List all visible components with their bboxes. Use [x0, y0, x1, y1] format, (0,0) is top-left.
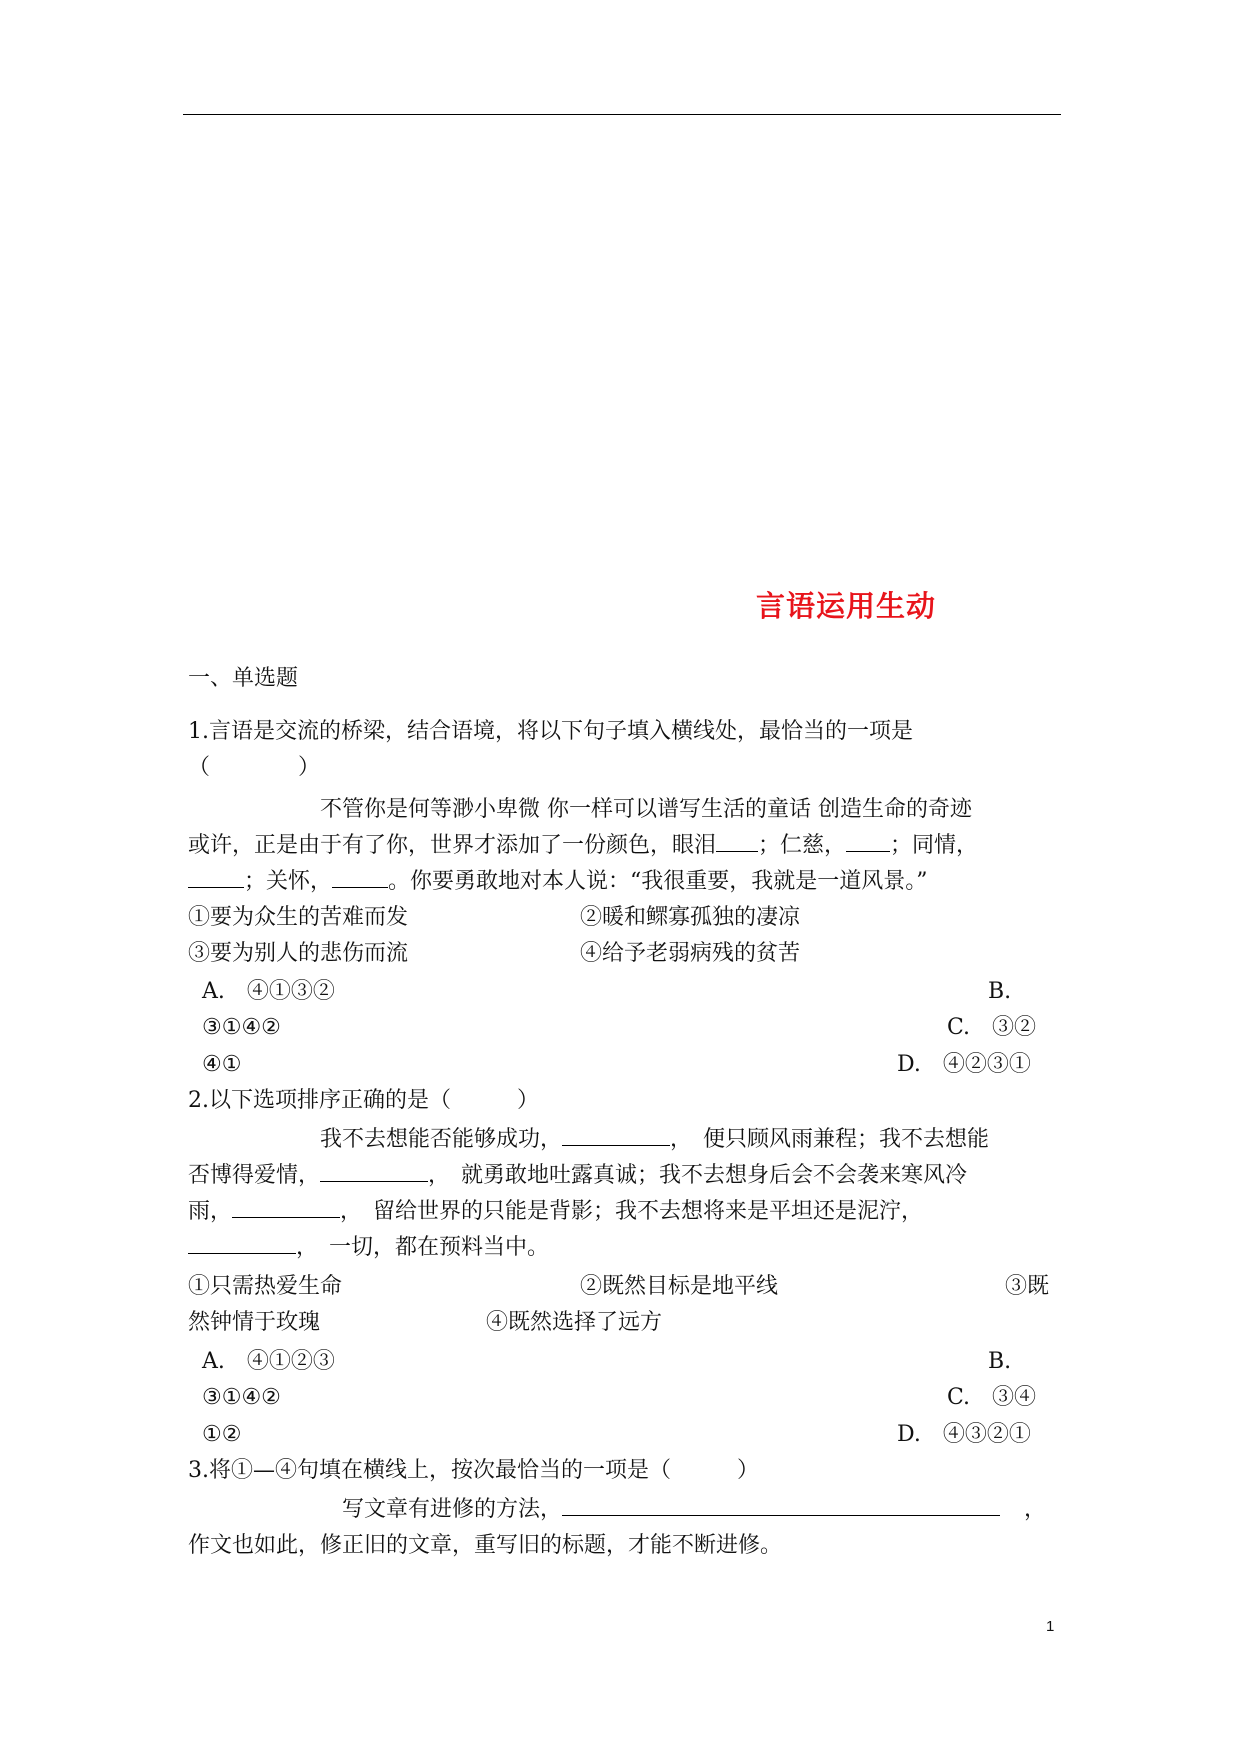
q1-blank-2[interactable] — [846, 831, 890, 852]
header-rule — [183, 114, 1061, 115]
q2-passage-line2: 否博得爱情， ， 就勇敢地吐露真诚；我不去想身后会不会袭来寒风冷 — [188, 1163, 968, 1188]
q1-choice-a[interactable]: A. ④①③② — [202, 979, 335, 1004]
q2-choice-c-text: ①② — [202, 1422, 242, 1447]
q3-stem: 3.将①—④句填在横线上，按次最恰当的一项是（ ） — [188, 1458, 759, 1483]
q2-choice-d[interactable]: D. ④③②① — [897, 1422, 1031, 1447]
q2-choice-c[interactable]: C. ③④ — [947, 1385, 1037, 1410]
q1-choice-b-text: ③①④② — [202, 1015, 281, 1040]
q3-passage-line1: 写文章有进修的方法， ， — [342, 1497, 1047, 1522]
q2-choice-a[interactable]: A. ④①②③ — [202, 1349, 335, 1374]
page-number: 1 — [1046, 1618, 1055, 1635]
q1-passage-line3: ；关怀， 。你要勇敢地对本人说：“我很重要，我就是一道风景。” — [188, 867, 928, 897]
document-title: 言语运用生动 — [756, 589, 937, 623]
section-heading: 一、单选题 — [188, 666, 299, 691]
q2-choice-b-text: ③①④② — [202, 1385, 281, 1410]
q1-sentence-1: ①要为众生的苦难而发 — [188, 905, 409, 930]
q1-choice-c-text: ④① — [202, 1052, 242, 1077]
q2-passage-line4: ， 一切，都在预料当中。 — [188, 1233, 549, 1263]
q2-sentence-1: ①只需热爱生命 — [188, 1274, 343, 1299]
q2-blank-3[interactable] — [232, 1197, 340, 1218]
q1-answer-paren: （ ） — [188, 755, 321, 780]
q2-sentence-3: ③既 — [1005, 1274, 1050, 1299]
q2-sentence-2: ②既然目标是地平线 — [580, 1274, 779, 1299]
q2-choice-b[interactable]: B. — [988, 1349, 1012, 1374]
q2-blank-2[interactable] — [320, 1161, 428, 1182]
q1-stem: 1.言语是交流的桥梁，结合语境，将以下句子填入横线处，最恰当的一项是 — [188, 719, 913, 744]
q2-sentence-3-cont: 然钟情于玫瑰 — [188, 1310, 321, 1335]
q2-passage-line1: 我不去想能否能够成功， ， 便只顾风雨兼程；我不去想能 — [320, 1127, 990, 1152]
q1-blank-3[interactable] — [188, 867, 244, 888]
q1-sentence-3: ③要为别人的悲伤而流 — [188, 941, 409, 966]
q1-sentence-4: ④给予老弱病残的贫苦 — [580, 941, 801, 966]
q3-blank-1[interactable] — [562, 1495, 1000, 1516]
q2-sentence-4: ④既然选择了远方 — [486, 1310, 663, 1335]
q1-sentence-2: ②暖和鳏寡孤独的凄凉 — [580, 905, 801, 930]
q2-stem: 2.以下选项排序正确的是（ ） — [188, 1088, 539, 1113]
q1-choice-d[interactable]: D. ④②③① — [897, 1052, 1031, 1077]
q3-passage-line2: 作文也如此，修正旧的文章，重写旧的标题，才能不断进修。 — [188, 1533, 783, 1558]
q2-blank-4[interactable] — [188, 1233, 296, 1254]
q1-blank-4[interactable] — [332, 867, 388, 888]
q1-choice-c[interactable]: C. ③② — [947, 1015, 1037, 1040]
q1-blank-1[interactable] — [716, 831, 758, 852]
q2-blank-1[interactable] — [562, 1125, 670, 1146]
q1-passage-line2: 或许，正是由于有了你，世界才添加了一份颜色，眼泪 ；仁慈， ；同情， — [188, 833, 979, 858]
q1-choice-b[interactable]: B. — [988, 979, 1012, 1004]
q2-passage-line3: 雨， ， 留给世界的只能是背影；我不去想将来是平坦还是泥泞， — [188, 1199, 924, 1224]
q1-passage-line1: 不管你是何等渺小卑微 你一样可以谱写生活的童话 创造生命的奇迹 — [320, 797, 972, 822]
